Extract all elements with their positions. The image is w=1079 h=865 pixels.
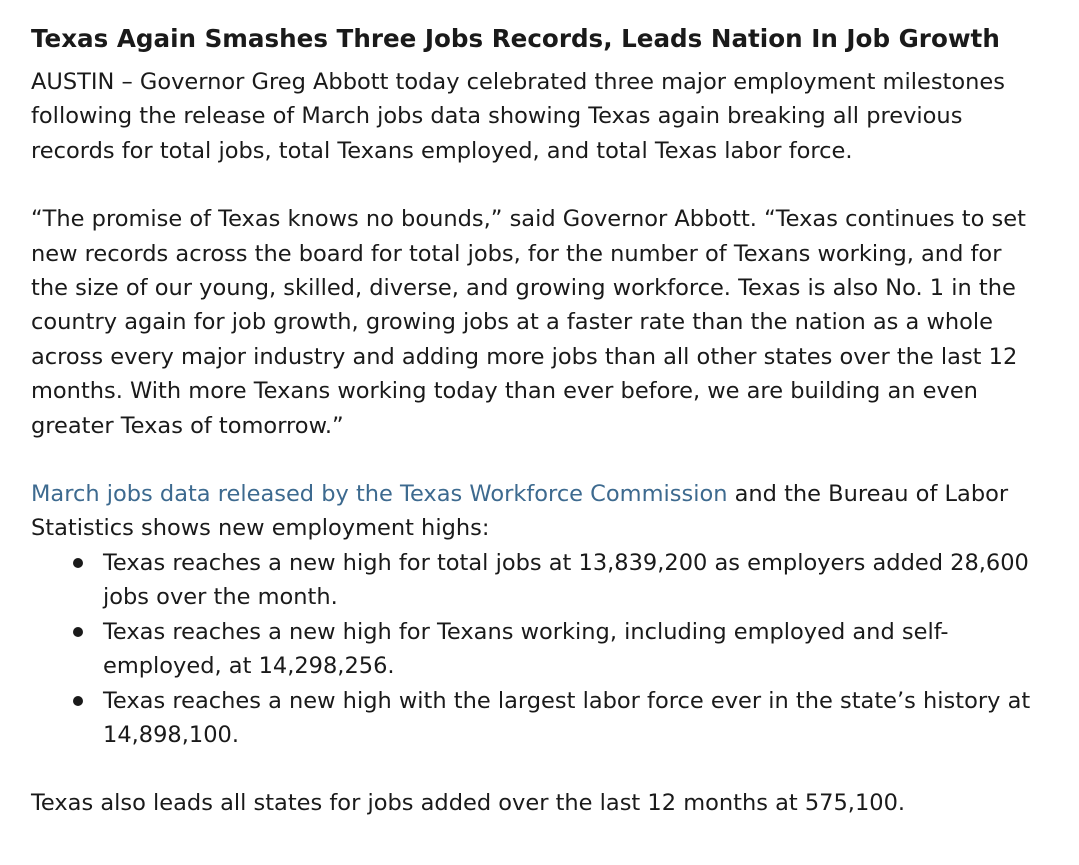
paragraph-quote: “The promise of Texas knows no bounds,” said Governor Abbott. “Texas continues to set new records across the board for total jobs, for the number of Texans working, and for the size of our young, skilled, diverse, and growing workforce. Texas is also No. 1 in the country again for job growth, growing jobs at a faster rate than the nation as a whole across every major industry and adding more jobs than all other states over the last 12 months. With more Texans working today than ever before, we are building an even greater Texas of tomorrow.” xyxy=(31,206,1026,439)
twc-jobs-data-link[interactable]: March jobs data released by the Texas Workforce Commission xyxy=(31,481,728,508)
paragraph-data-source xyxy=(31,477,1041,546)
bullet-icon xyxy=(73,696,83,706)
bullet-icon xyxy=(73,627,83,637)
list-item xyxy=(31,684,1041,753)
list-item xyxy=(31,615,1041,684)
list-item-text: Texas reaches a new high with the largest labor force ever in the state’s history at 14,898,100. xyxy=(103,687,1031,748)
paragraph-closing: Texas also leads all states for jobs added over the last 12 months at 575,100. xyxy=(31,790,906,817)
article-title: Texas Again Smashes Three Jobs Records, Leads Nation In Job Growth xyxy=(31,24,1000,53)
list-item xyxy=(31,546,1041,615)
list-item-text: Texas reaches a new high for Texans working, including employed and self-employed, at 14,298,256. xyxy=(103,618,949,680)
list-item-text: Texas reaches a new high for total jobs at 13,839,200 as employers added 28,600 jobs over the month. xyxy=(103,549,1029,611)
employment-highs-list xyxy=(31,546,1041,752)
bullet-icon xyxy=(73,558,83,568)
paragraph-intro: AUSTIN – Governor Greg Abbott today celebrated three major employment milestones following the release of March jobs data showing Texas again breaking all previous records for total jobs, total Texans employed, and total Texas labor force. xyxy=(31,69,1005,164)
paragraph-data-source-text: and the Bureau of Labor Statistics shows new employment highs: xyxy=(31,481,1009,542)
